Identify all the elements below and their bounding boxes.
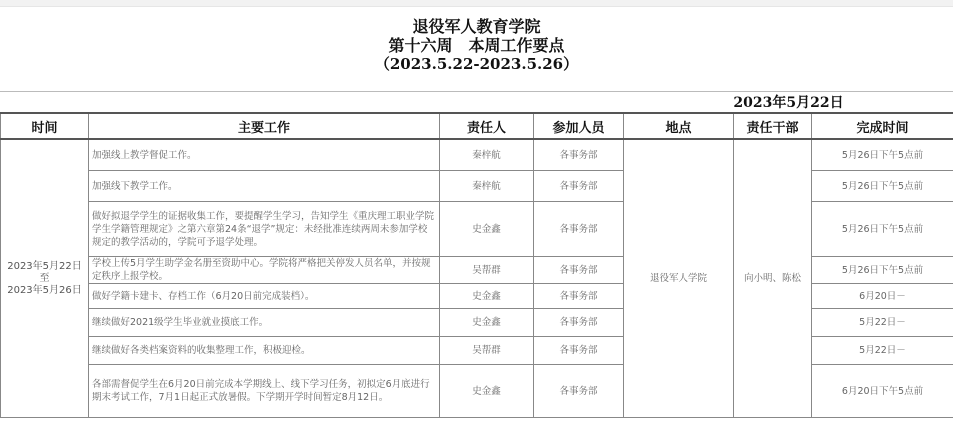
participants-cell: 各事务部 (534, 171, 624, 202)
header-owner: 责任人 (440, 113, 534, 139)
owner-cell: 秦梓航 (440, 139, 534, 171)
work-cell: 继续做好2021级学生毕业就业摸底工作。 (89, 309, 440, 337)
owner-cell: 吴帮群 (440, 257, 534, 284)
work-cell: 学校上传5月学生助学金名册至资助中心。学院将严格把关停发人员名单，并按规定秩序上报学校。 (89, 257, 440, 284)
top-bar (0, 0, 953, 7)
owner-cell: 史金鑫 (440, 202, 534, 257)
work-cell: 继续做好各类档案资料的收集整理工作，积极迎检。 (89, 337, 440, 365)
participants-cell: 各事务部 (534, 337, 624, 365)
deadline-cell: 6月20日下午5点前 (812, 365, 953, 418)
participants-cell: 各事务部 (534, 284, 624, 309)
header-main-work: 主要工作 (89, 113, 440, 139)
owner-cell: 秦梓航 (440, 171, 534, 202)
document-title (0, 17, 953, 74)
deadline-cell: 5月26日下午5点前 (812, 257, 953, 284)
owner-cell: 史金鑫 (440, 365, 534, 418)
participants-cell: 各事务部 (534, 309, 624, 337)
owner-cell: 史金鑫 (440, 284, 534, 309)
participants-cell: 各事务部 (534, 257, 624, 284)
location-cell: 退役军人学院 (624, 139, 734, 418)
table-row (1, 139, 953, 171)
title-date-range: （2023.5.22-2023.5.26） (374, 55, 579, 73)
work-cell: 各部需督促学生在6月20日前完成本学期线上、线下学习任务，初拟定6月底进行期末考试工作，7月1日起正式放暑假。下学期开学时间暂定8月12日。 (89, 365, 440, 418)
title-week: 第十六周 本周工作要点 (388, 36, 565, 55)
header-time: 时间 (1, 113, 89, 139)
work-cell: 做好学籍卡建卡、存档工作（6月20日前完成装档）。 (89, 284, 440, 309)
deadline-cell: 5月26日下午5点前 (812, 139, 953, 171)
time-sep: 至 (39, 272, 50, 284)
cadre-cell: 向小明、陈松 (734, 139, 812, 418)
deadline-cell: 5月26日下午5点前 (812, 202, 953, 257)
deadline-cell: 5月22日－ (812, 337, 953, 365)
work-cell: 做好拟退学学生的证据收集工作，要提醒学生学习，告知学生《重庆理工职业学院学生学籍管理规定》之第六章第24条“退学”规定：未经批准连续两周未参加学校规定的教学活动的，学院可予退学处理。 (89, 202, 440, 257)
header-deadline: 完成时间 (812, 113, 953, 139)
table-header (1, 113, 953, 139)
participants-cell: 各事务部 (534, 365, 624, 418)
date-row (1, 92, 953, 113)
header-cadre: 责任干部 (734, 113, 812, 139)
deadline-cell: 5月26日下午5点前 (812, 171, 953, 202)
owner-cell: 史金鑫 (440, 309, 534, 337)
work-cell: 加强线下教学工作。 (89, 171, 440, 202)
header-location: 地点 (624, 113, 734, 139)
deadline-cell: 6月20日－ (812, 284, 953, 309)
date-header: 2023年5月22日 (624, 92, 953, 113)
participants-cell: 各事务部 (534, 139, 624, 171)
work-plan-table (0, 92, 953, 418)
owner-cell: 吴帮群 (440, 337, 534, 365)
work-cell: 加强线上教学督促工作。 (89, 139, 440, 171)
time-range-cell (1, 139, 89, 418)
participants-cell: 各事务部 (534, 202, 624, 257)
header-participants: 参加人员 (534, 113, 624, 139)
time-start: 2023年5月22日 (7, 260, 82, 272)
deadline-cell: 5月22日－ (812, 309, 953, 337)
time-end: 2023年5月26日 (7, 284, 82, 296)
title-institution: 退役军人教育学院 (412, 17, 541, 36)
